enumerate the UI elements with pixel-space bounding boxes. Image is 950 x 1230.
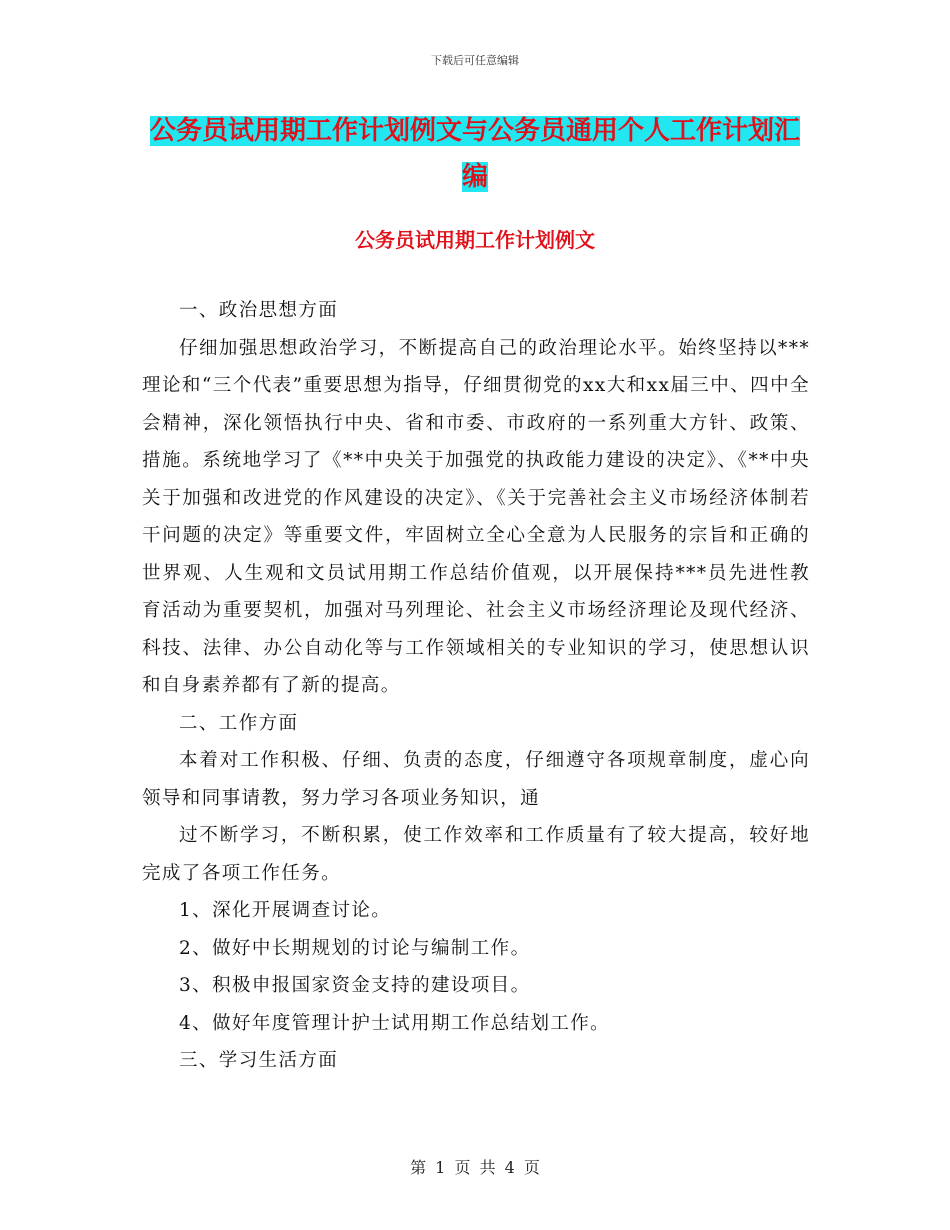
paragraph-political: 仔细加强思想政治学习，不断提高自己的政治理论水平。始终坚持以***理论和“三个代表”重要思想为指导，仔细贯彻党的xx大和xx届三中、四中全会精神，深化领悟执行中央、省和市委、市政府的一系列重大方针、政策、措施。系统地学习了《**中央关于加强党的执政能力建设的决定》、《**中央关于加强和改进党的作风建设的决定》、《关于完善社会主义市场经济体制若干问题的决定》等重要文件，牢固树立全心全意为人民服务的宗旨和正确的世界观、人生观和文员试用期工作总结价值观，以开展保持***员先进性教育活动为重要契机，加强对马列理论、社会主义市场经济理论及现代经济、科技、法律、办公自动化等与工作领域相关的专业知识的学习，使思想认识和自身素养都有了新的提高。 <box>142 337 810 696</box>
heading-political: 一、政治思想方面 <box>179 300 339 321</box>
page-header-note: 下载后可任意编辑 <box>431 54 519 67</box>
paragraph-work-2: 过不断学习，不断积累，使工作效率和工作质量有了较大提高，较好地完成了各项工作任务。 <box>142 825 810 884</box>
page-number: 第 1 页 共 4 页 <box>410 1158 540 1177</box>
list-item-1: 1、深化开展调查讨论。 <box>179 900 392 921</box>
document-title-text: 公务员试用期工作计划例文与公务员通用个人工作计划汇编 <box>149 116 800 192</box>
list-item-3: 3、积极申报国家资金支持的建设项目。 <box>179 975 531 996</box>
document-title <box>140 108 810 200</box>
document-body <box>142 292 810 1080</box>
heading-study-life: 三、学习生活方面 <box>179 1050 339 1071</box>
list-item-4: 4、做好年度管理计护士试用期工作总结划工作。 <box>179 1012 611 1034</box>
list-item-2: 2、做好中长期规划的讨论与编制工作。 <box>179 937 531 959</box>
paragraph-work-1: 本着对工作积极、仔细、负责的态度，仔细遵守各项规章制度，虚心向领导和同事请教，努力学习各项业务知识，通 <box>142 750 810 809</box>
heading-work: 二、工作方面 <box>179 712 299 734</box>
section-title: 公务员试用期工作计划例文 <box>355 228 595 252</box>
